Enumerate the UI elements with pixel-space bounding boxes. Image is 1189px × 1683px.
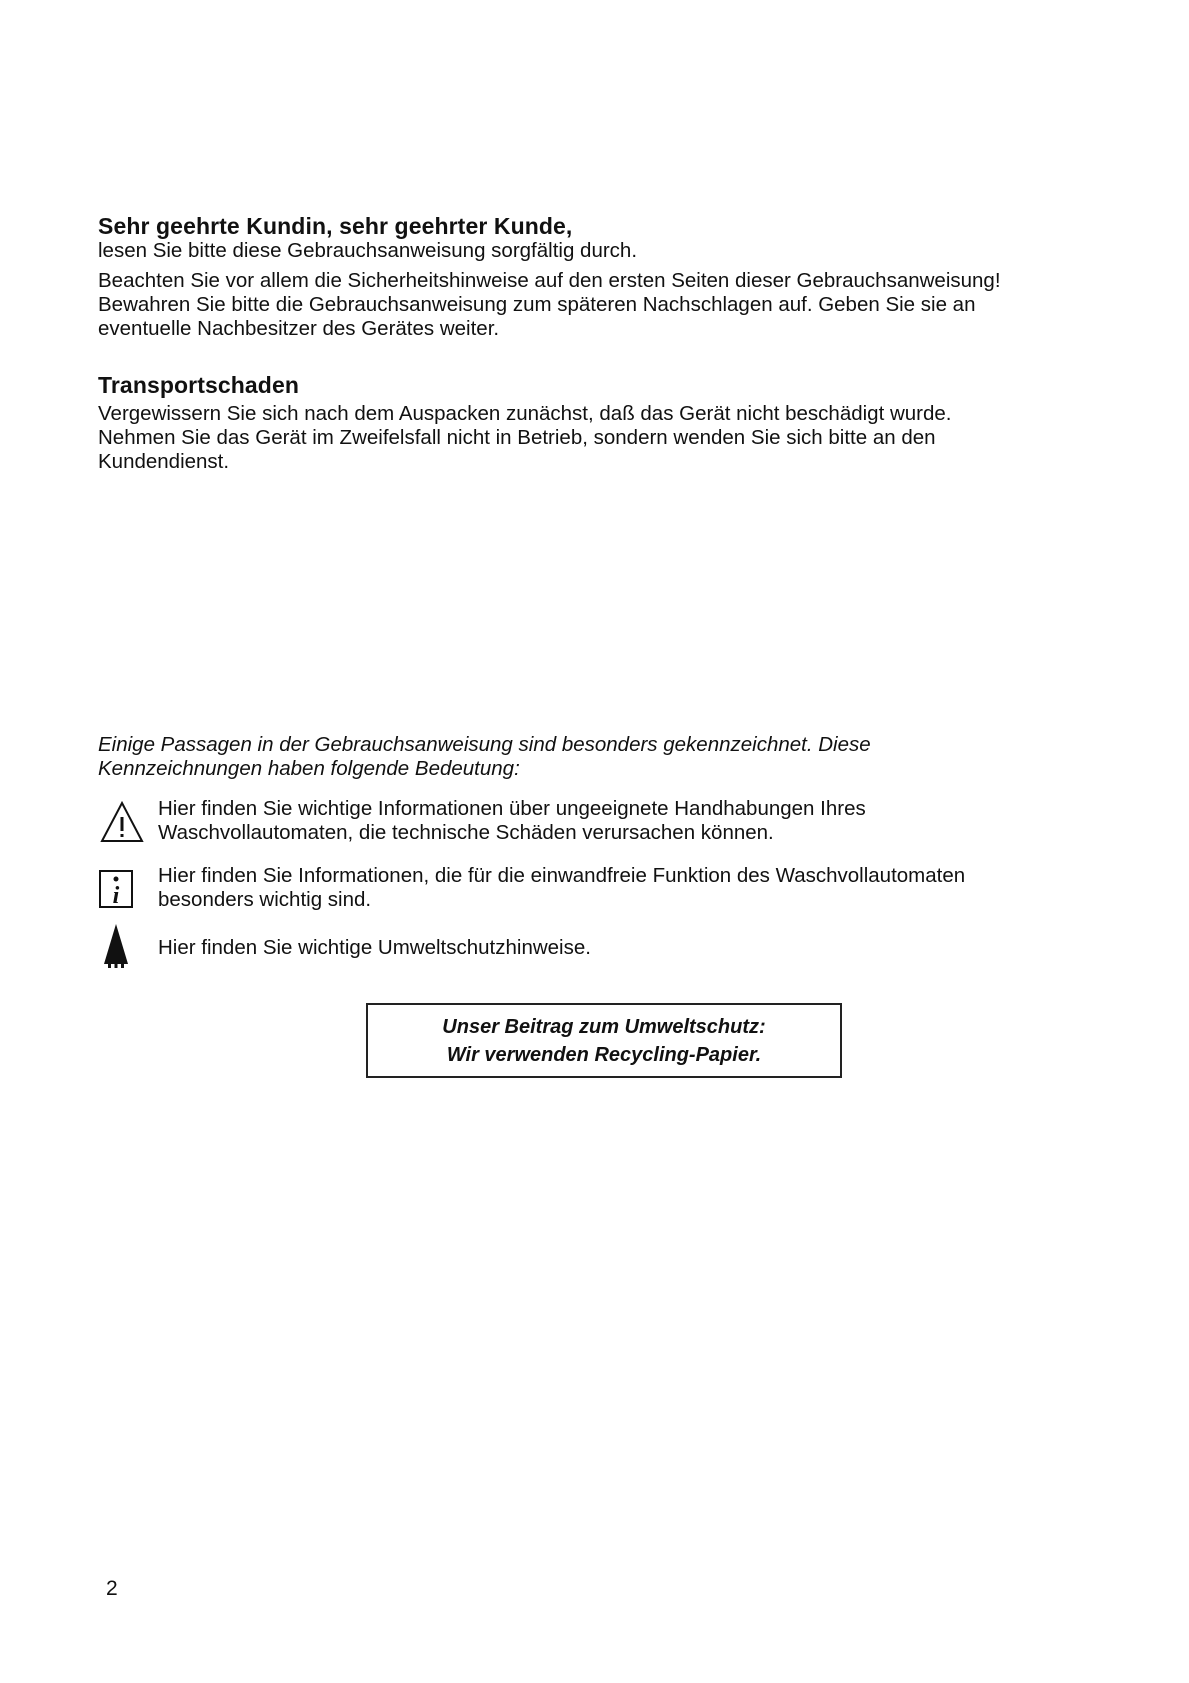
transport-line: Nehmen Sie das Gerät im Zweifelsfall nicht in Betrieb, sondern wenden Sie sich bitte an den (98, 426, 936, 449)
transport-line: Kundendienst. (98, 450, 230, 473)
greeting-line: eventuelle Nachbesitzer des Gerätes weiter. (98, 317, 500, 340)
legend-item-text (158, 797, 1098, 845)
warning-triangle-icon (98, 797, 146, 845)
legend-intro (98, 733, 1098, 781)
info-icon (98, 867, 146, 915)
legend-intro-line: Einige Passagen in der Gebrauchsanweisung sind besonders gekennzeichnet. Diese (98, 733, 871, 756)
greeting-line: lesen Sie bitte diese Gebrauchsanweisung sorgfältig durch. (98, 239, 638, 262)
notice-line: Wir verwenden Recycling-Papier. (446, 1044, 762, 1066)
greeting-heading: Sehr geehrte Kundin, sehr geehrter Kunde, (98, 213, 573, 239)
greeting-section (98, 213, 1098, 341)
legend-line: Hier finden Sie wichtige Informationen über ungeeignete Handhabungen Ihres (158, 797, 866, 820)
legend-item-info (98, 864, 1098, 914)
legend-item-environment (98, 924, 1098, 974)
page-number: 2 (106, 1577, 118, 1600)
transport-line: Vergewissern Sie sich nach dem Auspacken zunächst, daß das Gerät nicht beschädigt wurde. (98, 402, 952, 425)
legend-item-text (158, 864, 1098, 912)
legend-line: Hier finden Sie wichtige Umweltschutzhinweise. (158, 936, 591, 959)
legend-intro-line: Kennzeichnungen haben folgende Bedeutung: (98, 757, 520, 780)
legend-item-warning (98, 797, 1098, 847)
tree-icon (98, 920, 146, 968)
legend-line: Waschvollautomaten, die technische Schäden verursachen können. (158, 821, 774, 844)
notice-line: Unser Beitrag zum Umweltschutz: (442, 1016, 766, 1038)
transport-section (98, 372, 1098, 474)
greeting-line: Bewahren Sie bitte die Gebrauchsanweisung zum späteren Nachschlagen auf. Geben Sie sie an (98, 293, 976, 316)
svg-text:i: i (112, 883, 120, 909)
recycling-notice-box (366, 1003, 842, 1078)
legend-line: besonders wichtig sind. (158, 888, 372, 911)
legend-item-text (158, 936, 1098, 960)
greeting-line: Beachten Sie vor allem die Sicherheitshinweise auf den ersten Seiten dieser Gebrauchsanweisung! (98, 269, 1001, 292)
transport-heading: Transportschaden (98, 372, 299, 398)
legend-line: Hier finden Sie Informationen, die für die einwandfreie Funktion des Waschvollautomaten (158, 864, 966, 887)
